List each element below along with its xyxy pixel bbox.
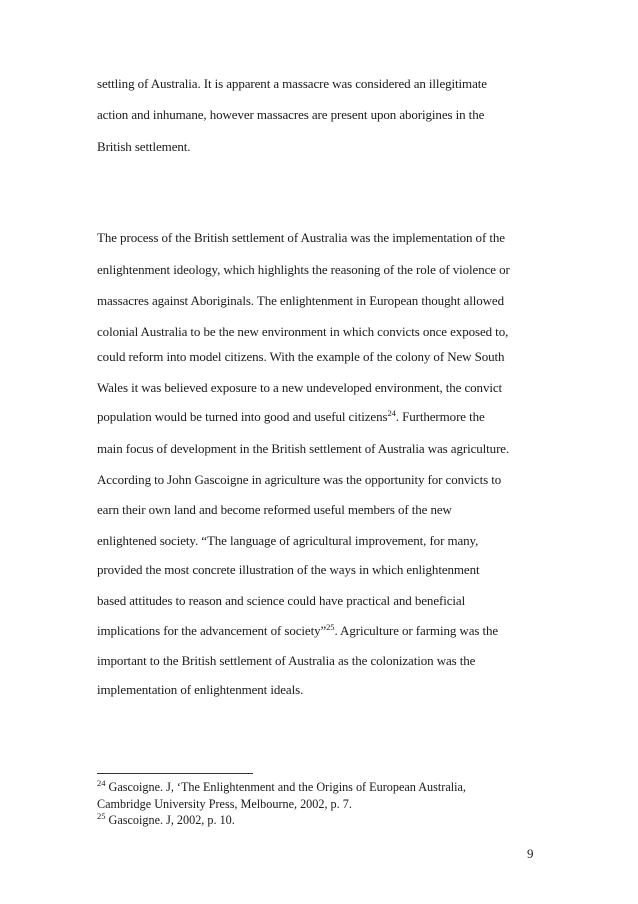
- body-text-line: enlightened society. “The language of agricultural improvement, for many,: [97, 533, 479, 548]
- text-span: implications for the advancement of society”: [97, 623, 327, 638]
- footnote-24-continued: Cambridge University Press, Melbourne, 2002, p. 7.: [97, 797, 352, 811]
- text-span: population would be turned into good and useful citizens: [97, 409, 388, 424]
- body-text-line: Wales it was believed exposure to a new undeveloped environment, the convict: [97, 380, 503, 395]
- body-text-line: action and inhumane, however massacres are present upon aborigines in the: [97, 107, 485, 122]
- text-span: . Agriculture or farming was the: [334, 623, 499, 638]
- body-text-line: colonial Australia to be the new environment in which convicts once exposed to,: [97, 324, 509, 339]
- footnote-text: Gascoigne. J, ‘The Enlightenment and the Origins of European Australia,: [105, 780, 466, 794]
- body-text-line: The process of the British settlement of Australia was the implementation of the: [97, 230, 505, 245]
- footnote-separator: [97, 773, 253, 774]
- footnote-text: Gascoigne. J, 2002, p. 10.: [105, 813, 235, 827]
- footnote-number: 24: [97, 778, 106, 788]
- footnote-number: 25: [97, 811, 106, 821]
- body-text-line: settling of Australia. It is apparent a massacre was considered an illegitimate: [97, 76, 487, 91]
- body-text-line: enlightenment ideology, which highlights the reasoning of the role of violence or: [97, 262, 510, 277]
- footnote-25: [97, 813, 235, 828]
- body-text-line: earn their own land and become reformed useful members of the new: [97, 502, 452, 517]
- body-text-line-with-footnote: [97, 409, 485, 425]
- footnote-marker-25: 25: [326, 622, 335, 632]
- body-text-line: important to the British settlement of Australia as the colonization was the: [97, 653, 476, 668]
- text-span: . Furthermore the: [395, 409, 485, 424]
- body-text-line: British settlement.: [97, 139, 191, 154]
- footnote-24: [97, 780, 466, 795]
- body-text-line: could reform into model citizens. With the example of the colony of New South: [97, 349, 505, 364]
- body-text-line: main focus of development in the British settlement of Australia was agriculture.: [97, 441, 510, 456]
- body-text-line: based attitudes to reason and science could have practical and beneficial: [97, 593, 466, 608]
- body-text-line: implementation of enlightenment ideals.: [97, 682, 304, 697]
- footnote-marker-24: 24: [387, 408, 396, 418]
- body-text-line: According to John Gascoigne in agriculture was the opportunity for convicts to: [97, 472, 502, 487]
- page-number: 9: [527, 846, 534, 861]
- body-text-line-with-footnote: [97, 623, 498, 639]
- body-text-line: provided the most concrete illustration of the ways in which enlightenment: [97, 562, 480, 577]
- body-text-line: massacres against Aboriginals. The enlightenment in European thought allowed: [97, 293, 504, 308]
